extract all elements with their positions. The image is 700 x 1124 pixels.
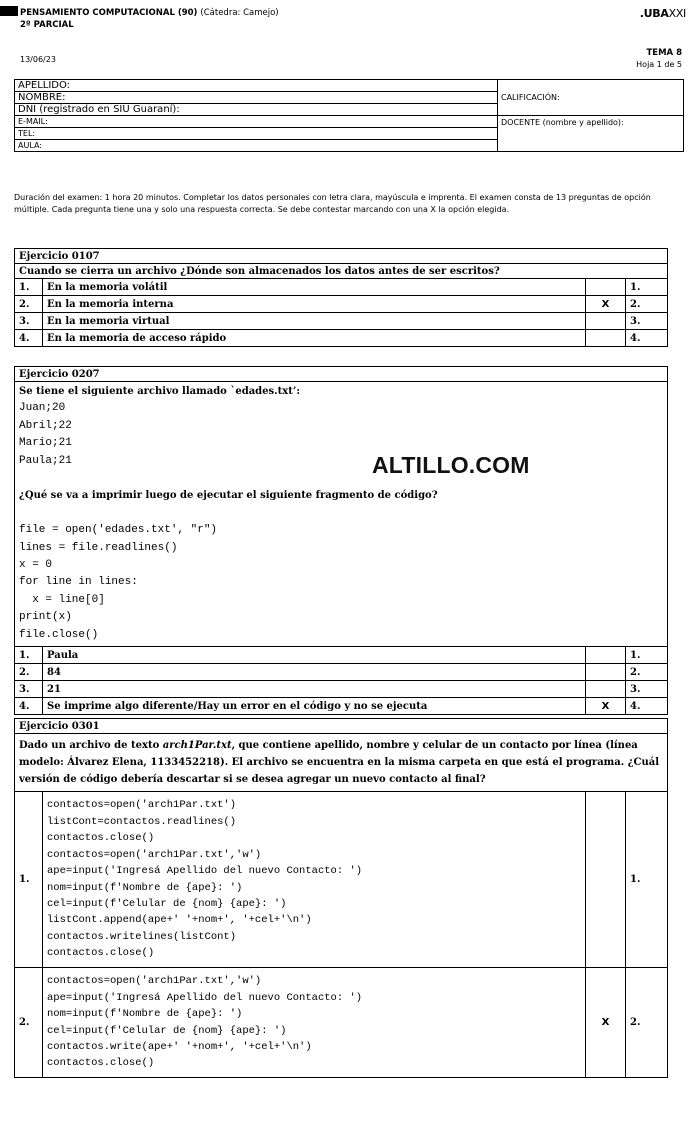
option-number: 2.	[15, 664, 43, 681]
exercise-question: Cuando se cierra un archivo ¿Dónde son almacenados los datos antes de ser escritos?	[15, 264, 668, 279]
option-row[interactable]	[15, 664, 668, 681]
option-row[interactable]	[15, 330, 668, 347]
code-snippet	[19, 505, 663, 644]
option-number: 1.	[15, 279, 43, 296]
exercise-statement	[15, 734, 668, 792]
page-number: Hoja 1 de 5	[636, 60, 682, 69]
option-row[interactable]	[15, 647, 668, 664]
exercise-0301	[14, 718, 668, 1078]
answer-mark-cell[interactable]	[586, 330, 626, 347]
option-number: 2.	[15, 296, 43, 313]
code-line: file = open('edades.txt', "r")	[19, 524, 218, 537]
statement-post: , que contiene apellido, nombre y celular de un contacto por línea (línea modelo: Álvarez Elena, 1133452218). El archivo se encuentra en la misma carpeta en que está el programa. ¿Cuál versión de código debería descartar si se desea agregar un nuevo contacto al final?	[19, 740, 660, 785]
answer-mark-cell[interactable]	[586, 792, 626, 968]
header-black-bar	[0, 6, 18, 16]
nombre-field[interactable]: NOMBRE:	[15, 92, 498, 104]
code-line: cel=input(f'Celular de {nom} {ape}: ')	[47, 897, 287, 910]
answer-mark-cell[interactable]: X	[586, 296, 626, 313]
uba-logo	[640, 7, 686, 20]
file-line: Mario;21	[19, 437, 72, 450]
tema-label: TEMA 8	[646, 48, 682, 58]
statement-filename: arch1Par.txt	[162, 740, 232, 751]
option-text: 84	[43, 664, 586, 681]
option-row[interactable]	[15, 279, 668, 296]
exercise-0207	[14, 366, 668, 715]
aula-field[interactable]: AULA:	[15, 140, 498, 152]
option-right-number: 2.	[626, 968, 668, 1078]
option-right-number: 1.	[626, 279, 668, 296]
exercise-intro: Se tiene el siguiente archivo llamado `edades.txt’:	[19, 386, 301, 397]
code-line: listCont=contactos.readlines()	[47, 815, 237, 828]
exercise-question: ¿Qué se va a imprimir luego de ejecutar el siguiente fragmento de código?	[19, 490, 438, 502]
option-number: 4.	[15, 330, 43, 347]
code-line: contactos.writelines(listCont)	[47, 930, 237, 943]
apellido-field[interactable]: APELLIDO:	[15, 80, 498, 92]
option-right-number: 1.	[626, 792, 668, 968]
option-text: En la memoria volátil	[43, 279, 586, 296]
course-catedra: (Cátedra: Camejo)	[200, 8, 279, 18]
option-row[interactable]	[15, 698, 668, 715]
option-code	[43, 792, 586, 968]
option-row[interactable]	[15, 313, 668, 330]
exercise-title: Ejercicio 0301	[15, 719, 668, 734]
option-right-number: 2.	[626, 664, 668, 681]
watermark-altillo: ALTILLO.COM	[372, 452, 530, 478]
option-row[interactable]	[15, 681, 668, 698]
code-line: x = 0	[19, 559, 53, 572]
option-number: 3.	[15, 681, 43, 698]
option-text: 21	[43, 681, 586, 698]
option-code	[43, 968, 586, 1078]
option-number: 1.	[15, 792, 43, 968]
answer-mark-cell[interactable]	[586, 664, 626, 681]
option-text: Se imprime algo diferente/Hay un error en el código y no se ejecuta	[43, 698, 586, 715]
option-right-number: 3.	[626, 313, 668, 330]
option-row[interactable]	[15, 968, 668, 1078]
option-text: Paula	[43, 647, 586, 664]
exam-label: 2º PARCIAL	[20, 20, 74, 30]
code-line: contactos=open('arch1Par.txt','w')	[47, 975, 262, 988]
code-line: x = line[0]	[19, 593, 105, 606]
option-number: 3.	[15, 313, 43, 330]
option-text: En la memoria interna	[43, 296, 586, 313]
code-line: cel=input(f'Celular de {nom} {ape}: ')	[47, 1024, 287, 1037]
code-line: nom=input(f'Nombre de {ape}: ')	[47, 881, 243, 894]
code-line: nom=input(f'Nombre de {ape}: ')	[47, 1008, 243, 1021]
exercise-0107	[14, 248, 668, 347]
statement-pre: Dado un archivo de texto	[19, 740, 163, 751]
code-line: lines = file.readlines()	[19, 541, 178, 554]
option-right-number: 4.	[626, 330, 668, 347]
option-text: En la memoria de acceso rápido	[43, 330, 586, 347]
docente-field[interactable]: DOCENTE (nombre y apellido):	[498, 116, 684, 152]
file-line: Abril;22	[19, 419, 72, 432]
code-line: contactos.close()	[47, 947, 155, 960]
code-line: contactos=open('arch1Par.txt','w')	[47, 848, 262, 861]
code-line: print(x)	[19, 611, 72, 624]
code-line: contactos.write(ape+' '+nom+', '+cel+'\n')	[47, 1040, 312, 1053]
logo-text: .UBA	[639, 7, 669, 20]
option-text: En la memoria virtual	[43, 313, 586, 330]
answer-mark-cell[interactable]	[586, 681, 626, 698]
option-number: 1.	[15, 647, 43, 664]
option-right-number: 1.	[626, 647, 668, 664]
file-contents	[19, 400, 663, 487]
course-title	[20, 8, 279, 18]
option-row[interactable]	[15, 296, 668, 313]
exam-date: 13/06/23	[20, 55, 56, 64]
dni-field[interactable]: DNI (registrado en SIU Guaraní):	[15, 104, 498, 116]
exercise-body	[15, 382, 668, 647]
answer-mark-cell[interactable]	[586, 313, 626, 330]
answer-mark-cell[interactable]	[586, 647, 626, 664]
tel-field[interactable]: TEL:	[15, 128, 498, 140]
option-number: 2.	[15, 968, 43, 1078]
option-row[interactable]	[15, 792, 668, 968]
file-line: Juan;20	[19, 402, 66, 415]
exam-instructions: Duración del examen: 1 hora 20 minutos. Completar los datos personales con letra clara, mayúscula e imprenta. El examen consta de 13 preguntas de opción múltiple. Cada pregunta tiene una y solo una respuesta correcta. Se debe contestar marcando con una X la opción elegida.	[14, 193, 651, 214]
code-line: listCont.append(ape+' '+nom+', '+cel+'\n')	[47, 914, 312, 927]
code-line: file.close()	[19, 628, 99, 641]
code-line: ape=input('Ingresá Apellido del nuevo Contacto: ')	[47, 991, 363, 1004]
student-info-table	[14, 79, 684, 152]
file-line: Paula;21	[19, 454, 72, 467]
logo-suffix: XXI	[668, 7, 686, 20]
answer-mark-cell[interactable]	[586, 279, 626, 296]
code-line: contactos.close()	[47, 832, 155, 845]
option-right-number: 4.	[626, 698, 668, 715]
code-line: ape=input('Ingresá Apellido del nuevo Contacto: ')	[47, 865, 363, 878]
answer-mark-cell[interactable]: X	[586, 698, 626, 715]
code-line: contactos=open('arch1Par.txt')	[47, 799, 237, 812]
option-right-number: 2.	[626, 296, 668, 313]
email-field[interactable]: E-MAIL:	[15, 116, 498, 128]
exercise-title: Ejercicio 0207	[15, 367, 668, 382]
calificacion-field[interactable]: CALIFICACIÓN:	[498, 80, 684, 116]
answer-mark-cell[interactable]: X	[586, 968, 626, 1078]
course-name: PENSAMIENTO COMPUTACIONAL (90)	[20, 8, 198, 18]
code-line: for line in lines:	[19, 576, 138, 589]
exercise-title: Ejercicio 0107	[15, 249, 668, 264]
option-right-number: 3.	[626, 681, 668, 698]
code-line: contactos.close()	[47, 1057, 155, 1070]
option-number: 4.	[15, 698, 43, 715]
